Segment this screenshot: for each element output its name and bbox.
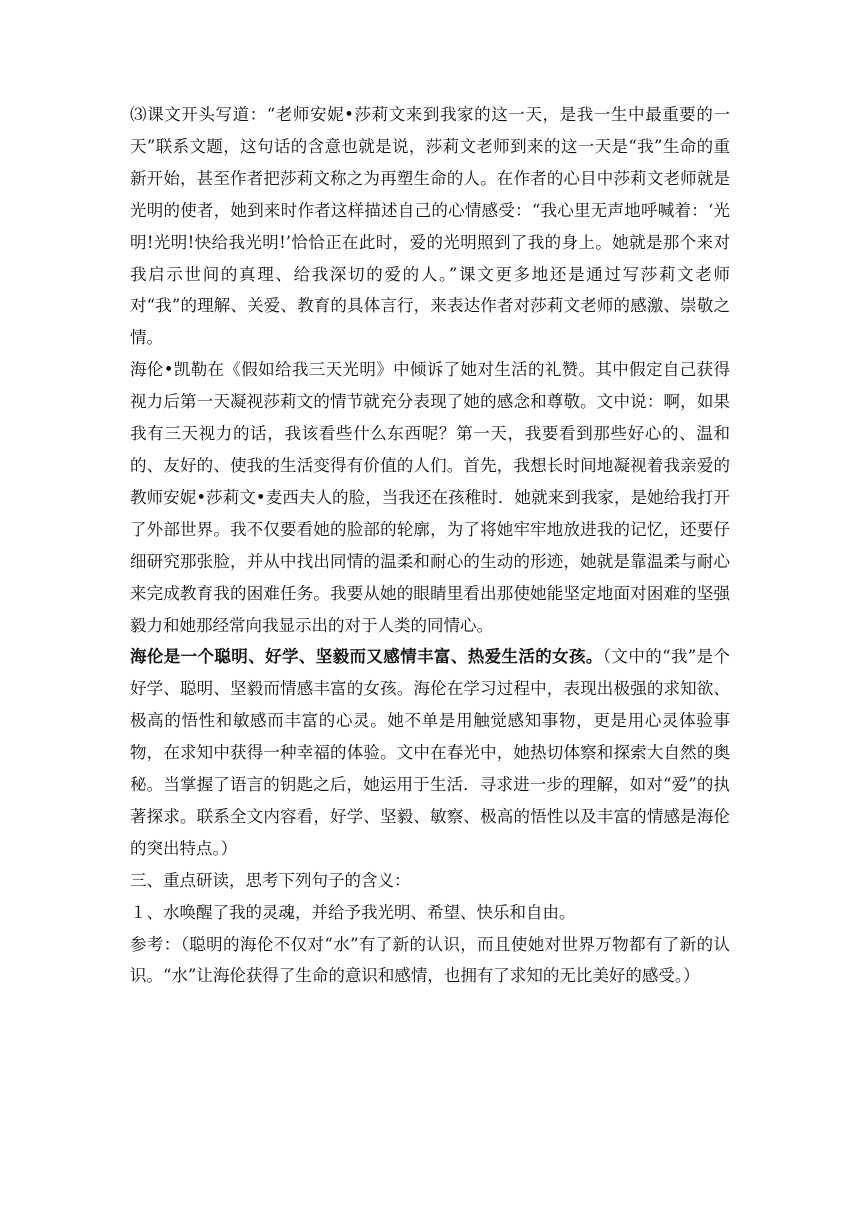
section-heading: 三、重点研读，思考下列句子的含义： [130, 870, 411, 890]
document-body [130, 99, 730, 992]
paragraph-three-days-sight: 海伦•凯勒在《假如给我三天光明》中倾诉了她对生活的礼赞。其中假定自己获得视力后第一天凝视莎莉文的情节就充分表现了她的感念和尊敬。文中说：啊，如果我有三天视力的话，我该看些什么东西呢？第一天，我要看到那些好心的、温和的、友好的、使我的生活变得有价值的人们。首先，我想长时间地凝视着我亲爱的教师安妮•莎莉文•麦西夫人的脸，当我还在孩稚时．她就来到我家，是她给我打开了外部世界。我不仅要看她的脸部的轮廓，为了将她牢牢地放进我的记忆，还要仔细研究那张脸，并从中找出同情的温柔和耐心的生动的形迹，她就是靠温柔与耐心来完成教育我的困难任务。我要从她的眼睛里看出那使她能坚定地面对困难的坚强毅力和她那经常向我显示出的对于人类的同情心。 [130, 360, 730, 635]
paragraph-teacher-arrival: ⑶课文开头写道：“老师安妮•莎莉文来到我家的这一天，是我一生中最重要的一天”联系文题，这句话的含意也就是说，莎莉文老师到来的这一天是“我”生命的重新开始，甚至作者把莎莉文称之为再塑生命的人。在作者的心目中莎莉文老师就是光明的使者，她到来时作者这样描述自己的心情感受：“我心里无声地呼喊着：‘光明!光明!快给我光明!’恰恰正在此时，爱的光明照到了我的身上。她就是那个来对我启示世间的真理、给我深切的爱的人。”课文更多地还是通过写莎莉文老师对“我”的理解、关爱、教育的具体言行，来表达作者对莎莉文老师的感激、崇敬之情。 [130, 105, 730, 348]
paragraph-helen-character [130, 641, 730, 864]
bold-summary-sentence: 海伦是一个聪明、好学、坚毅而又感情丰富、热爱生活的女孩。 [130, 647, 603, 667]
answer-1: 参考：（聪明的海伦不仅对“水”有了新的认识，而且使她对世界万物都有了新的认识。“水”让海伦获得了生命的意识和感情，也拥有了求知的无比美好的感受。） [130, 934, 730, 986]
summary-explanation: （文中的“我”是个好学、聪明、坚毅而情感丰富的女孩。海伦在学习过程中，表现出极强的求知欲、极高的悟性和敏感而丰富的心灵。她不单是用触觉感知事物，更是用心灵体验事物，在求知中获得一种幸福的体验。文中在春光中，她热切体察和探索大自然的奥秘。当掌握了语言的钥匙之后，她运用于生活．寻求进一步的理解，如对“爱”的执著探求。联系全文内容看，好学、坚毅、敏察、极高的悟性以及丰富的情感是海伦的突出特点。） [130, 647, 731, 858]
question-1: １、水唤醒了我的灵魂，并给予我光明、希望、快乐和自由。 [130, 902, 576, 922]
